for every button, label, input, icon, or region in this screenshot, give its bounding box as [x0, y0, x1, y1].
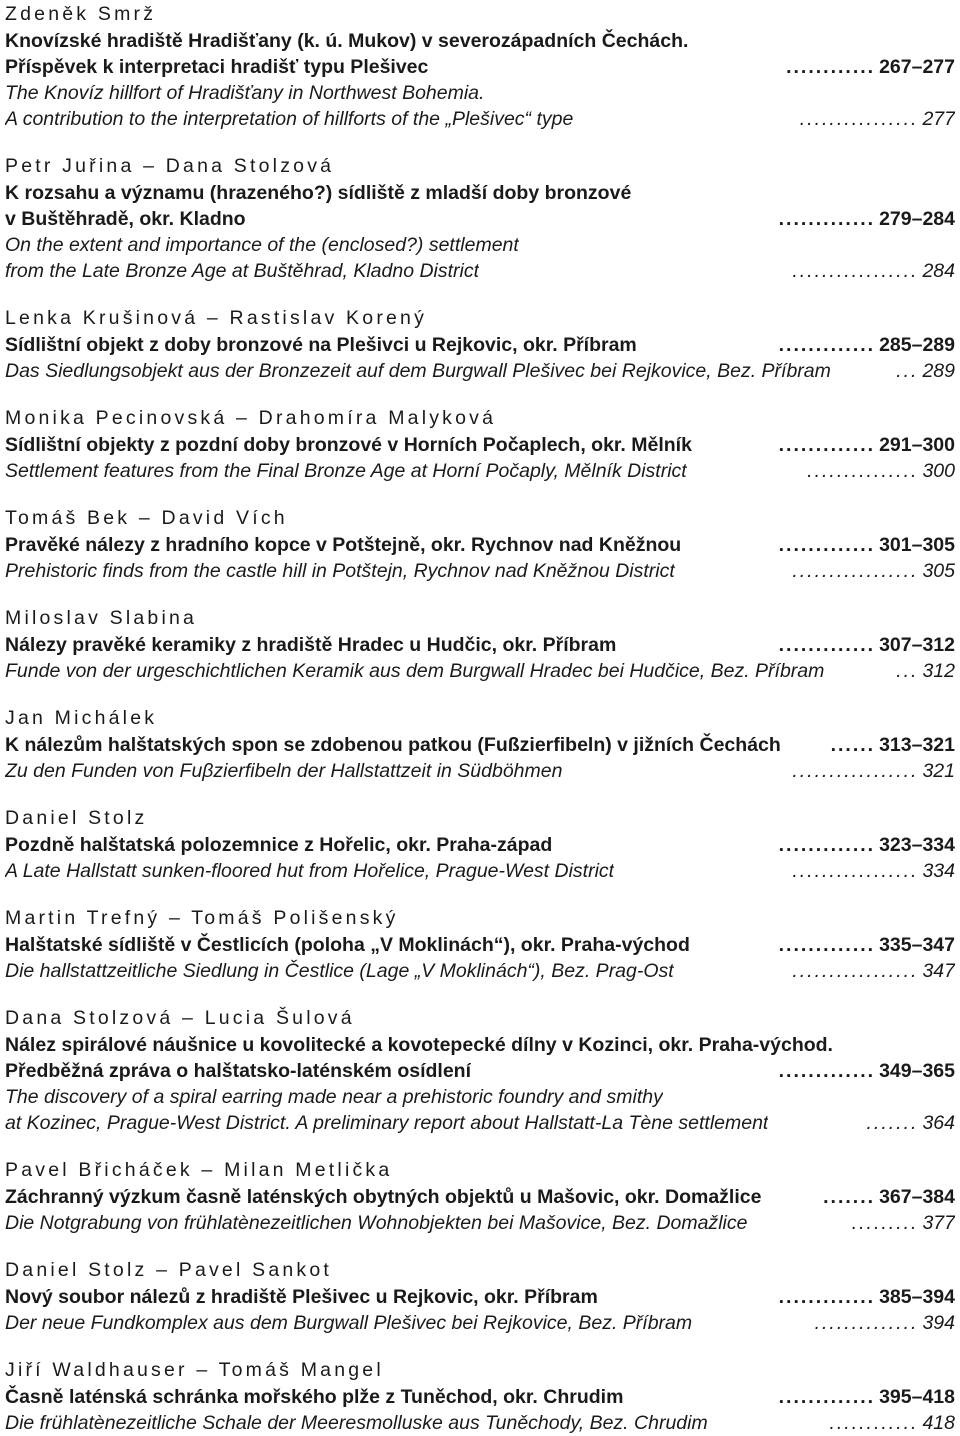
- author-names: Miloslav Slabina: [5, 607, 198, 629]
- line-text: Zu den Funden von Fuβzierfibeln der Hallstattzeit in Südböhmen: [5, 760, 563, 782]
- article-translation-line: [5, 558, 955, 584]
- article-title-line: [5, 28, 955, 54]
- page-numbers: 312: [922, 660, 955, 682]
- entry-spacer: [5, 1336, 955, 1356]
- dot-leader: ............: [829, 1412, 919, 1434]
- author-names: Monika Pecinovská – Drahomíra Malyková: [5, 407, 497, 429]
- page-numbers: 307–312: [879, 634, 955, 656]
- line-text: Sídlištní objekt z doby bronzové na Plešivci u Rejkovic, okr. Příbram: [5, 334, 637, 356]
- line-text: Nález spirálové náušnice u kovolitecké a kovotepecké dílny v Kozinci, okr. Praha-východ.: [5, 1034, 833, 1056]
- article-translation-line: [5, 658, 955, 684]
- author-names: Jan Michálek: [5, 707, 158, 729]
- page-numbers: 305: [922, 560, 955, 582]
- dot-leader: .............: [778, 208, 876, 230]
- toc-entry: [5, 1156, 955, 1256]
- article-title-line: [5, 732, 955, 758]
- author-names: Tomáš Bek – David Vích: [5, 507, 288, 529]
- toc-entry: [5, 404, 955, 504]
- page-numbers: 279–284: [879, 208, 955, 230]
- page-numbers: 313–321: [879, 734, 955, 756]
- dot-leader: .........: [851, 1212, 919, 1234]
- toc-entry: [5, 804, 955, 904]
- page-numbers: 394: [922, 1312, 955, 1334]
- author-names: Pavel Břicháček – Milan Metlička: [5, 1159, 393, 1181]
- line-text: from the Late Bronze Age at Buštěhrad, Kladno District: [5, 260, 480, 282]
- author-names: Jiří Waldhauser – Tomáš Mangel: [5, 1359, 384, 1381]
- line-text: Sídlištní objekty z pozdní doby bronzové v Horních Počaplech, okr. Mělník: [5, 434, 692, 456]
- article-translation-line: [5, 458, 955, 484]
- entry-spacer: [5, 484, 955, 504]
- line-text: Die frühlatènezeitliche Schale der Meeresmolluske aus Tuněchody, Bez. Chrudim: [5, 1412, 708, 1434]
- page-numbers: 349–365: [879, 1060, 955, 1082]
- page-numbers: 335–347: [879, 934, 955, 956]
- article-translation-line: [5, 358, 955, 384]
- line-text: Záchranný výzkum časně laténských obytných objektů u Mašovic, okr. Domažlice: [5, 1186, 762, 1208]
- dot-leader: ............: [786, 56, 876, 78]
- page-numbers: 347: [922, 960, 955, 982]
- page-numbers: 367–384: [879, 1186, 955, 1208]
- article-title-line: [5, 1184, 955, 1210]
- author-names: Daniel Stolz – Pavel Sankot: [5, 1259, 333, 1281]
- page-numbers: 291–300: [879, 434, 955, 456]
- line-text: K rozsahu a významu (hrazeného?) sídliště z mladší doby bronzové: [5, 182, 632, 204]
- entry-spacer: [5, 984, 955, 1004]
- line-text: Settlement features from the Final Bronze Age at Horní Počaply, Mělník District: [5, 460, 687, 482]
- article-translation-line: [5, 958, 955, 984]
- dot-leader: ................: [799, 108, 919, 130]
- page-numbers: 300: [922, 460, 955, 482]
- dot-leader: .............: [778, 534, 876, 556]
- dot-leader: ...: [896, 360, 919, 382]
- toc-entry: [5, 0, 955, 152]
- dot-leader: ..............: [814, 1312, 919, 1334]
- page-numbers: 418: [922, 1412, 955, 1434]
- article-title-line: [5, 1058, 955, 1084]
- toc-entry: [5, 152, 955, 304]
- toc-entry: [5, 904, 955, 1004]
- entry-spacer: [5, 784, 955, 804]
- article-translation-line: [5, 232, 955, 258]
- page-numbers: 267–277: [879, 56, 955, 78]
- dot-leader: .................: [792, 760, 919, 782]
- article-title-line: [5, 1384, 955, 1410]
- article-title-line: [5, 332, 955, 358]
- page-numbers: 321: [922, 760, 955, 782]
- dot-leader: .............: [778, 1286, 876, 1308]
- page-numbers: 364: [922, 1112, 955, 1134]
- dot-leader: ......: [830, 734, 876, 756]
- dot-leader: ...: [896, 660, 919, 682]
- line-text: Die Notgrabung von frühlatènezeitlichen Wohnobjekten bei Mašovice, Bez. Domažlice: [5, 1212, 748, 1234]
- dot-leader: .............: [778, 834, 876, 856]
- article-translation-line: [5, 858, 955, 884]
- line-text: v Buštěhradě, okr. Kladno: [5, 208, 246, 230]
- dot-leader: ...............: [807, 460, 919, 482]
- toc-entry: [5, 1356, 955, 1436]
- page-numbers: 385–394: [879, 1286, 955, 1308]
- article-translation-line: [5, 1410, 955, 1436]
- toc-entry: [5, 604, 955, 704]
- line-text: Předběžná zpráva o halštatsko-laténském osídlení: [5, 1060, 471, 1082]
- page-numbers: 395–418: [879, 1386, 955, 1408]
- line-text: A Late Hallstatt sunken-floored hut from Hořelice, Prague-West District: [5, 860, 615, 882]
- dot-leader: .................: [792, 960, 919, 982]
- entry-spacer: [5, 384, 955, 404]
- article-title-line: [5, 54, 955, 80]
- dot-leader: .......: [866, 1112, 919, 1134]
- line-text: Halštatské sídliště v Čestlicích (poloha „V Moklinách“), okr. Praha-východ: [5, 934, 690, 956]
- toc-entry: [5, 304, 955, 404]
- entry-spacer: [5, 684, 955, 704]
- line-text: Pozdně halštatská polozemnice z Hořelic, okr. Praha-západ: [5, 834, 553, 856]
- article-title-line: [5, 632, 955, 658]
- page-numbers: 284: [922, 260, 955, 282]
- line-text: Der neue Fundkomplex aus dem Burgwall Plešivec bei Rejkovice, Bez. Příbram: [5, 1312, 693, 1334]
- entry-spacer: [5, 1236, 955, 1256]
- article-title-line: [5, 532, 955, 558]
- entry-spacer: [5, 132, 955, 152]
- dot-leader: .............: [778, 434, 876, 456]
- author-names: Lenka Krušinová – Rastislav Korený: [5, 307, 428, 329]
- toc-entry: [5, 504, 955, 604]
- article-title-line: [5, 932, 955, 958]
- table-of-contents: [5, 0, 955, 1436]
- article-translation-line: [5, 106, 955, 132]
- article-translation-line: [5, 1210, 955, 1236]
- toc-entry: [5, 704, 955, 804]
- entry-spacer: [5, 884, 955, 904]
- line-text: On the extent and importance of the (enclosed?) settlement: [5, 234, 519, 256]
- line-text: Funde von der urgeschichtlichen Keramik aus dem Burgwall Hradec bei Hudčice, Bez. Příbram: [5, 660, 825, 682]
- article-translation-line: [5, 258, 955, 284]
- page-numbers: 377: [922, 1212, 955, 1234]
- line-text: Knovízské hradiště Hradišťany (k. ú. Mukov) v severozápadních Čechách.: [5, 30, 689, 52]
- entry-spacer: [5, 1136, 955, 1156]
- dot-leader: .............: [778, 334, 876, 356]
- toc-entry: [5, 1004, 955, 1156]
- article-translation-line: [5, 1310, 955, 1336]
- line-text: Pravěké nálezy z hradního kopce v Potštejně, okr. Rychnov nad Kněžnou: [5, 534, 682, 556]
- line-text: Prehistoric finds from the castle hill in Potštejn, Rychnov nad Kněžnou District: [5, 560, 675, 582]
- dot-leader: .................: [792, 260, 919, 282]
- line-text: Časně laténská schránka mořského plže z Tuněchod, okr. Chrudim: [5, 1386, 624, 1408]
- page-numbers: 323–334: [879, 834, 955, 856]
- line-text: Nový soubor nálezů z hradiště Plešivec u Rejkovic, okr. Příbram: [5, 1286, 598, 1308]
- author-names: Zdeněk Smrž: [5, 3, 157, 25]
- entry-spacer: [5, 584, 955, 604]
- line-text: at Kozinec, Prague-West District. A preliminary report about Hallstatt-La Tène settlement: [5, 1112, 769, 1134]
- line-text: The Knovíz hillfort of Hradišťany in Northwest Bohemia.: [5, 82, 485, 104]
- page-numbers: 285–289: [879, 334, 955, 356]
- page-numbers: 301–305: [879, 534, 955, 556]
- line-text: K nálezům halštatských spon se zdobenou patkou (Fußzierfibeln) v jižních Čechách: [5, 734, 781, 756]
- author-names: Petr Juřina – Dana Stolzová: [5, 155, 335, 177]
- entry-spacer: [5, 284, 955, 304]
- line-text: A contribution to the interpretation of hillforts of the „Plešivec“ type: [5, 108, 574, 130]
- page-numbers: 334: [922, 860, 955, 882]
- article-translation-line: [5, 1084, 955, 1110]
- dot-leader: .................: [792, 560, 919, 582]
- line-text: The discovery of a spiral earring made near a prehistoric foundry and smithy: [5, 1086, 663, 1108]
- line-text: Nálezy pravěké keramiky z hradiště Hradec u Hudčic, okr. Příbram: [5, 634, 617, 656]
- article-translation-line: [5, 80, 955, 106]
- article-title-line: [5, 1032, 955, 1058]
- author-names: Martin Trefný – Tomáš Polišenský: [5, 907, 399, 929]
- article-title-line: [5, 180, 955, 206]
- article-title-line: [5, 206, 955, 232]
- line-text: Das Siedlungsobjekt aus der Bronzezeit auf dem Burgwall Plešivec bei Rejkovice, Bez. Příbram: [5, 360, 831, 382]
- dot-leader: .............: [778, 634, 876, 656]
- dot-leader: .............: [778, 1060, 876, 1082]
- dot-leader: .................: [792, 860, 919, 882]
- line-text: Die hallstattzeitliche Siedlung in Čestlice (Lage „V Moklinách“), Bez. Prag-Ost: [5, 960, 674, 982]
- page-numbers: 277: [922, 108, 955, 130]
- line-text: Příspěvek k interpretaci hradišť typu Plešivec: [5, 56, 429, 78]
- dot-leader: .............: [778, 934, 876, 956]
- article-translation-line: [5, 1110, 955, 1136]
- article-translation-line: [5, 758, 955, 784]
- article-title-line: [5, 432, 955, 458]
- article-title-line: [5, 832, 955, 858]
- dot-leader: .......: [823, 1186, 876, 1208]
- dot-leader: .............: [778, 1386, 876, 1408]
- author-names: Dana Stolzová – Lucia Šulová: [5, 1007, 355, 1029]
- article-title-line: [5, 1284, 955, 1310]
- toc-entry: [5, 1256, 955, 1356]
- page-numbers: 289: [922, 360, 955, 382]
- author-names: Daniel Stolz: [5, 807, 148, 829]
